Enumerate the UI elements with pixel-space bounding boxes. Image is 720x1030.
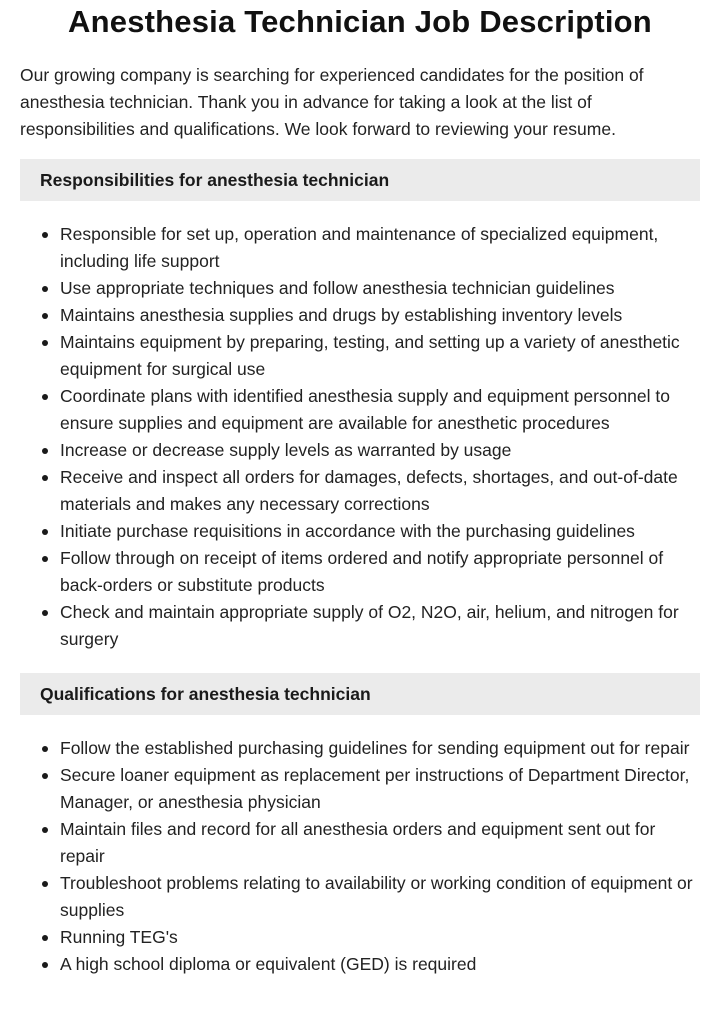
bullet-icon (42, 881, 48, 887)
bullet-icon (42, 529, 48, 535)
qualification-item (60, 735, 700, 762)
bullet-icon (42, 746, 48, 752)
bullet-icon (42, 962, 48, 968)
bullet-icon (42, 340, 48, 346)
bullet-icon (42, 313, 48, 319)
page-title: Anesthesia Technician Job Description (68, 4, 652, 39)
responsibility-item (60, 275, 700, 302)
qualification-item-text: Secure loaner equipment as replacement per instructions of Department Director, Manager, or anesthesia physician (60, 765, 690, 812)
responsibility-item (60, 383, 700, 437)
bullet-icon (42, 475, 48, 481)
responsibility-item-text: Maintains equipment by preparing, testing, and setting up a variety of anesthetic equipment for surgical use (60, 332, 680, 379)
qualification-item-text: Maintain files and record for all anesthesia orders and equipment sent out for repair (60, 819, 656, 866)
intro-paragraph: Our growing company is searching for experienced candidates for the position of anesthesia technician. Thank you in advance for taking a look at the list of responsibilities and qualifications. We look forward to reviewing your resume. (20, 65, 644, 139)
responsibility-item-text: Follow through on receipt of items ordered and notify appropriate personnel of back-orders or substitute products (60, 548, 664, 595)
qualification-item (60, 924, 700, 951)
qualification-item (60, 870, 700, 924)
qualification-item (60, 951, 700, 978)
qualifications-list (20, 735, 700, 978)
responsibility-item (60, 464, 700, 518)
bullet-icon (42, 773, 48, 779)
responsibility-item (60, 518, 700, 545)
bullet-icon (42, 935, 48, 941)
responsibility-item-text: Receive and inspect all orders for damages, defects, shortages, and out-of-date materials and makes any necessary corrections (60, 467, 678, 514)
bullet-icon (42, 556, 48, 562)
responsibility-item (60, 221, 700, 275)
qualification-item-text: A high school diploma or equivalent (GED) is required (60, 954, 477, 974)
qualifications-heading: Qualifications for anesthesia technician (20, 673, 700, 715)
bullet-icon (42, 448, 48, 454)
bullet-icon (42, 827, 48, 833)
responsibility-item-text: Check and maintain appropriate supply of O2, N2O, air, helium, and nitrogen for surgery (60, 602, 679, 649)
bullet-icon (42, 394, 48, 400)
responsibility-item (60, 437, 700, 464)
qualification-item (60, 762, 700, 816)
qualification-item-text: Troubleshoot problems relating to availability or working condition of equipment or supplies (60, 873, 693, 920)
responsibilities-heading: Responsibilities for anesthesia technician (20, 159, 700, 201)
responsibility-item-text: Maintains anesthesia supplies and drugs by establishing inventory levels (60, 305, 623, 325)
responsibility-item-text: Use appropriate techniques and follow anesthesia technician guidelines (60, 278, 615, 298)
qualification-item-text: Running TEG's (60, 927, 178, 947)
responsibility-item-text: Initiate purchase requisitions in accordance with the purchasing guidelines (60, 521, 635, 541)
responsibility-item-text: Increase or decrease supply levels as warranted by usage (60, 440, 512, 460)
responsibility-item (60, 599, 700, 653)
bullet-icon (42, 286, 48, 292)
bullet-icon (42, 232, 48, 238)
responsibility-item (60, 302, 700, 329)
bullet-icon (42, 610, 48, 616)
responsibilities-list (20, 221, 700, 653)
responsibility-item (60, 329, 700, 383)
responsibility-item-text: Responsible for set up, operation and maintenance of specialized equipment, including life support (60, 224, 659, 271)
responsibility-item (60, 545, 700, 599)
qualification-item (60, 816, 700, 870)
responsibility-item-text: Coordinate plans with identified anesthesia supply and equipment personnel to ensure supplies and equipment are available for anesthetic procedures (60, 386, 670, 433)
qualification-item-text: Follow the established purchasing guidelines for sending equipment out for repair (60, 738, 690, 758)
